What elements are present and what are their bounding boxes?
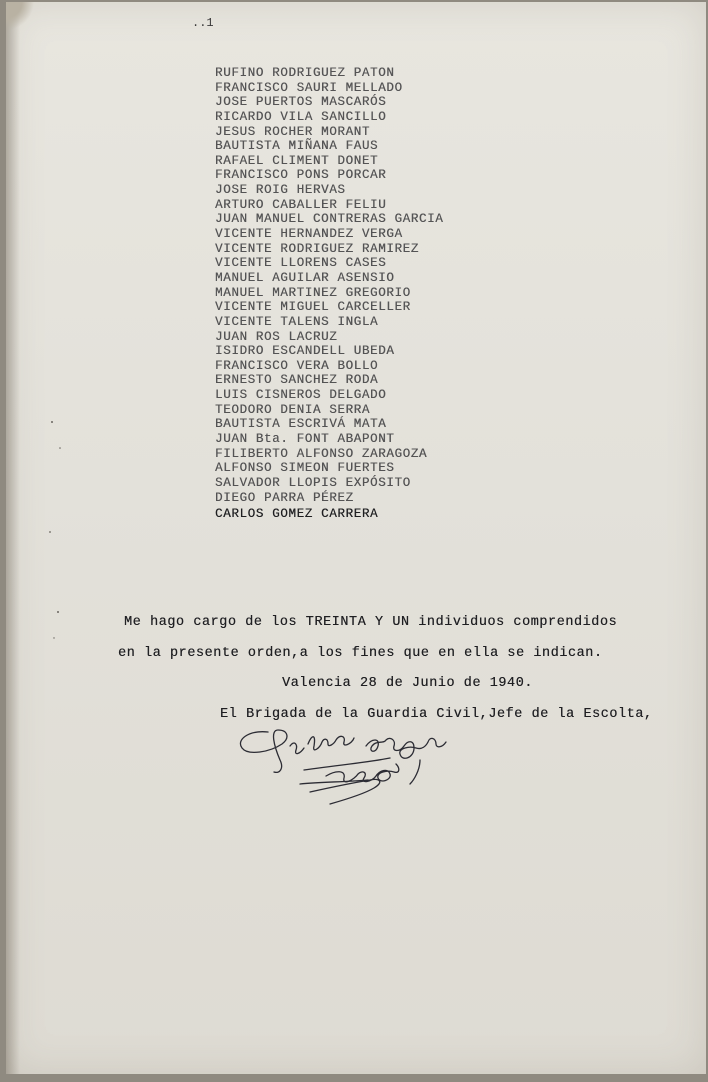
name-entry: DIEGO PARRA PÉREZ <box>215 490 354 505</box>
name-entry: CARLOS GOMEZ CARRERA <box>215 507 379 522</box>
name-entry: VICENTE LLORENS CASES <box>215 256 387 271</box>
name-entry: LUIS CISNEROS DELGADO <box>215 388 387 403</box>
name-entry: ARTURO CABALLER FELIU <box>215 197 387 212</box>
paper-speckles <box>46 402 66 662</box>
name-entry: JOSE PUERTOS MASCARÓS <box>215 95 387 110</box>
name-entry: TEODORO DENIA SERRA <box>215 402 370 417</box>
name-entry: MANUEL AGUILAR ASENSIO <box>215 270 395 285</box>
name-entry: MANUEL MARTINEZ GREGORIO <box>215 285 411 300</box>
name-entry: FRANCISCO PONS PORCAR <box>215 168 387 183</box>
name-entry: RAFAEL CLIMENT DONET <box>215 153 379 168</box>
name-entry: JUAN MANUEL CONTRERAS GARCIA <box>215 212 444 227</box>
receipt-line-1: Me hago cargo de los TREINTA Y UN individuos comprendidos <box>124 615 618 630</box>
name-entry: FILIBERTO ALFONSO ZARAGOZA <box>215 446 428 461</box>
receipt-line-2: en la presente orden,a los fines que en ella se indican. <box>118 646 603 661</box>
name-entry: ISIDRO ESCANDELL UBEDA <box>215 344 395 359</box>
name-entry: VICENTE MIGUEL CARCELLER <box>215 300 411 315</box>
name-entry: JESUS ROCHER MORANT <box>215 124 370 139</box>
handwritten-signature <box>230 716 490 808</box>
name-entry: JOSE ROIG HERVAS <box>215 183 346 198</box>
date-line: Valencia 28 de Junio de 1940. <box>282 676 533 691</box>
signer-title: El Brigada de la Guardia Civil,Jefe de la Escolta, <box>220 707 653 722</box>
name-entry: BAUTISTA ESCRIVÁ MATA <box>215 417 387 432</box>
name-entry: FRANCISCO VERA BOLLO <box>215 358 379 373</box>
name-entry: VICENTE RODRIGUEZ RAMIREZ <box>215 241 419 256</box>
page-edge-shadow <box>6 2 20 1074</box>
names-list <box>215 66 443 522</box>
name-entry: JUAN ROS LACRUZ <box>215 329 338 344</box>
name-entry: SALVADOR LLOPIS EXPÓSITO <box>215 475 411 490</box>
page-mark: ..1 <box>192 16 214 30</box>
document-page <box>6 2 706 1074</box>
name-entry: VICENTE HERNANDEZ VERGA <box>215 227 403 242</box>
name-entry: RICARDO VILA SANCILLO <box>215 109 387 124</box>
name-entry: JUAN Bta. FONT ABAPONT <box>215 432 395 447</box>
name-entry: BAUTISTA MIÑANA FAUS <box>215 139 379 154</box>
name-entry: VICENTE TALENS INGLA <box>215 314 379 329</box>
name-entry: ALFONSO SIMEON FUERTES <box>215 461 395 476</box>
name-entry: RUFINO RODRIGUEZ PATON <box>215 66 395 80</box>
name-entry: FRANCISCO SAURI MELLADO <box>215 80 403 95</box>
torn-corner <box>6 2 46 32</box>
name-entry: ERNESTO SANCHEZ RODA <box>215 373 379 388</box>
